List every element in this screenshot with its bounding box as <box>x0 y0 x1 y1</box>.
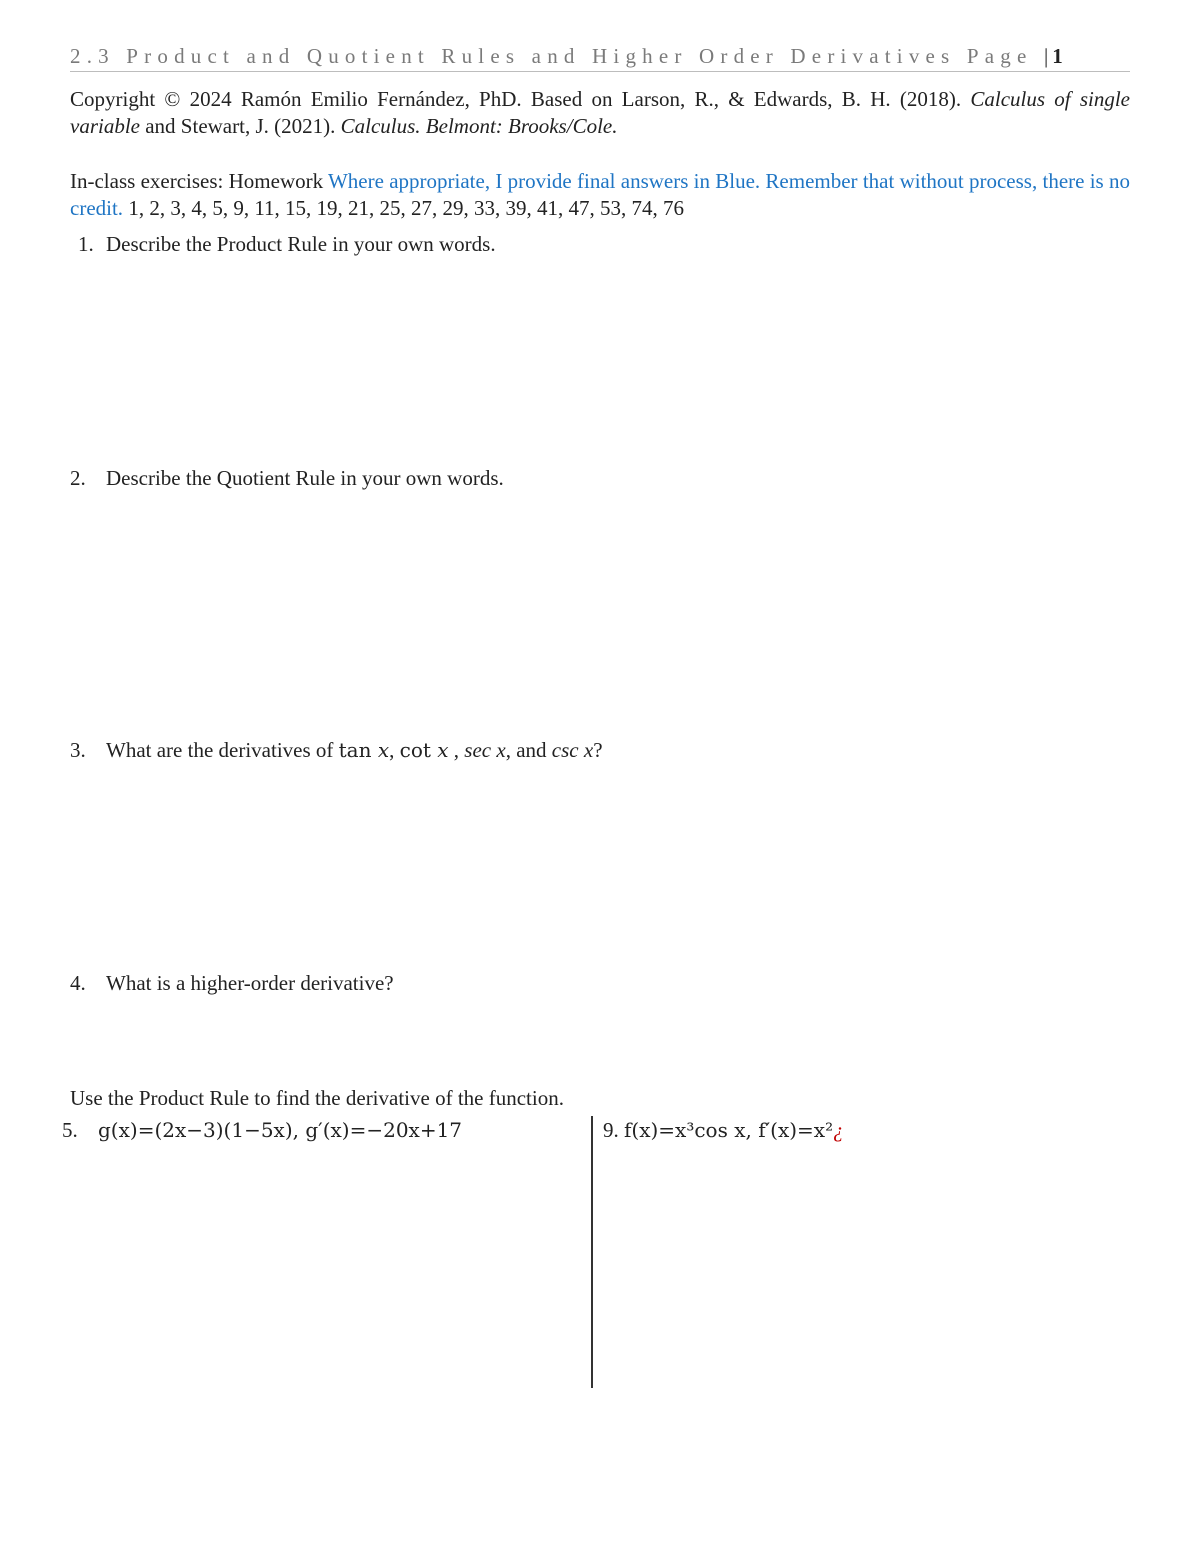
copyright-paragraph <box>70 86 1130 140</box>
question-number: 1. <box>78 232 94 256</box>
question-text: Describe the Product Rule in your own words. <box>106 232 496 256</box>
problem-9 <box>603 1118 844 1143</box>
question-number: 3. <box>70 738 86 762</box>
copyright-book-title-1: Calculus of single variable <box>70 87 1130 138</box>
header-page-number: 1 <box>1052 44 1063 68</box>
problem-expression-tail: ¿ <box>833 1118 844 1142</box>
math-sec-x: sec x <box>464 738 506 762</box>
question-text: Describe the Quotient Rule in your own words. <box>106 466 504 490</box>
question-4 <box>70 971 394 996</box>
math-tan-x: tan x <box>338 738 390 762</box>
question-number: 2. <box>70 466 86 490</box>
homework-list: 1, 2, 3, 4, 5, 9, 11, 15, 19, 21, 25, 27, 29, 33, 39, 41, 47, 53, 74, 76 <box>123 196 685 220</box>
copyright-book-title-2: Calculus. Belmont: Brooks/Cole. <box>340 114 618 138</box>
question-3: 3. What are the derivatives of tan x, cot x , sec x, and csc x? <box>70 738 603 762</box>
question-1 <box>78 232 496 257</box>
header-page-label: Page <box>966 44 1033 68</box>
problem-expression: f(x)=x³cos x, f′(x)=x² <box>624 1118 834 1142</box>
column-divider <box>591 1116 593 1388</box>
inclass-note: Where appropriate, I provide final answers in Blue. Remember that without process, there is no credit. <box>70 169 1130 220</box>
math-csc-x: csc x <box>551 738 594 762</box>
question-2 <box>70 466 504 491</box>
copyright-text: Copyright © 2024 Ramón Emilio Fernández, PhD. Based on Larson, R., & Edwards, B. H. (2018). <box>70 87 971 111</box>
header-divider <box>70 71 1130 72</box>
problem-number: 9. <box>603 1118 619 1142</box>
header-title: 2.3 Product and Quotient Rules and Higher Order Derivatives <box>70 44 956 68</box>
question-text: What are the derivatives of <box>106 738 339 762</box>
header-separator: | <box>1043 44 1049 68</box>
math-cot-x: cot x <box>399 738 449 762</box>
problem-expression: g(x)=(2x−3)(1−5x), g′(x)=−20x+17 <box>98 1118 463 1142</box>
question-number: 4. <box>70 971 86 995</box>
problem-5 <box>62 1118 462 1143</box>
copyright-text-2: and Stewart, J. (2021). <box>139 114 341 138</box>
page-header <box>70 44 1130 74</box>
inclass-paragraph <box>70 168 1130 222</box>
question-text: What is a higher-order derivative? <box>106 971 394 995</box>
problem-number: 5. <box>62 1118 78 1142</box>
section-instruction: Use the Product Rule to find the derivative of the function. <box>70 1086 564 1110</box>
inclass-label: In-class exercises: Homework <box>70 169 328 193</box>
